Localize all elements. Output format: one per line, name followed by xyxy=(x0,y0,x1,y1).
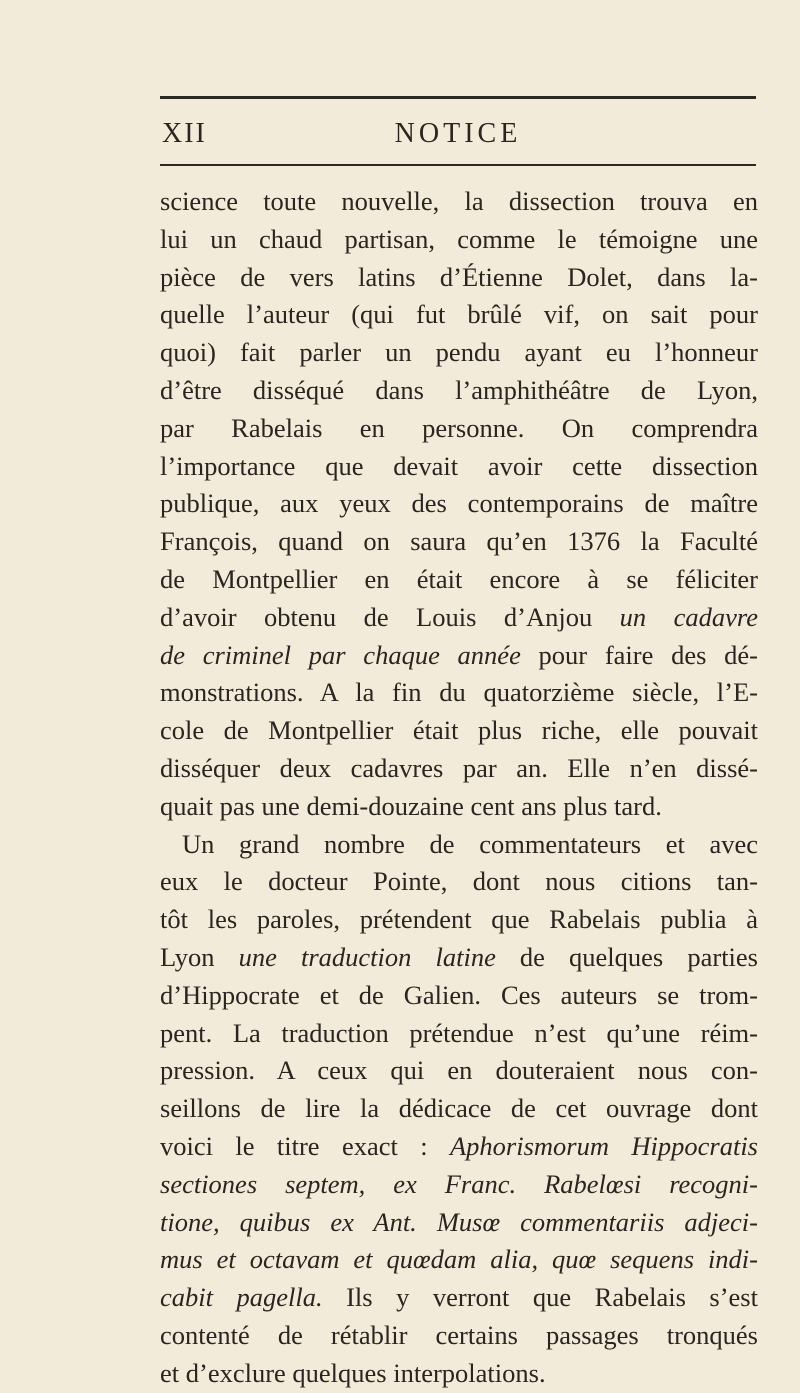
text-span: tôt les paroles, prétendent que Rabelais publia à xyxy=(160,904,758,935)
text-span: pression. A ceux qui en douteraient nous con- xyxy=(160,1055,758,1086)
text-span: cole de Montpellier était plus riche, elle pouvait xyxy=(160,715,758,746)
italic-span: cabit pagella. xyxy=(160,1282,323,1313)
text-line xyxy=(160,372,758,410)
text-line xyxy=(160,1166,758,1204)
text-line xyxy=(160,674,758,712)
text-line xyxy=(160,1015,758,1053)
text-span: par Rabelais en personne. On comprendra xyxy=(160,412,758,443)
text-span: pour faire des dé- xyxy=(520,639,758,670)
text-span: d’être disséqué dans l’amphithéâtre de Lyon, xyxy=(160,374,758,405)
text-line xyxy=(160,977,758,1015)
italic-span: un cadavre xyxy=(619,601,758,632)
text-line xyxy=(160,637,758,675)
body-text xyxy=(160,183,758,1393)
text-line xyxy=(160,259,758,297)
text-line xyxy=(160,296,758,334)
text-span: quoi) fait parler un pendu ayant eu l’honneur xyxy=(160,337,758,368)
text-span: science toute nouvelle, la dissection trouva en xyxy=(160,186,758,216)
text-span: contenté de rétablir certains passages tronqués xyxy=(160,1319,758,1350)
text-line xyxy=(160,1052,758,1090)
text-line xyxy=(160,750,758,788)
text-line xyxy=(160,1128,758,1166)
text-span: eux le docteur Pointe, dont nous citions tan- xyxy=(160,866,758,897)
text-span: Ils y verront que Rabelais s’est xyxy=(322,1282,758,1313)
text-line xyxy=(160,939,758,977)
text-span: disséquer deux cadavres par an. Elle n’en dissé- xyxy=(160,752,758,783)
running-title: NOTICE xyxy=(394,118,522,149)
text-span: seillons de lire la dédicace de cet ouvrage dont xyxy=(160,1093,758,1124)
text-span: quait pas une demi-douzaine cent ans plus tard. xyxy=(160,790,662,821)
page-number: XII xyxy=(162,118,207,149)
text-span: d’Hippocrate et de Galien. Ces auteurs se trom- xyxy=(160,979,758,1010)
text-line xyxy=(160,826,758,864)
text-span: de Montpellier en était encore à se féliciter xyxy=(160,563,758,594)
text-span: l’importance que devait avoir cette dissection xyxy=(160,450,758,481)
italic-span: de criminel par chaque année xyxy=(160,639,521,670)
text-line xyxy=(160,901,758,939)
running-header xyxy=(160,118,756,158)
text-line xyxy=(160,788,758,826)
header-rule-bottom xyxy=(160,164,756,166)
text-line xyxy=(160,1279,758,1317)
text-line xyxy=(160,561,758,599)
text-line xyxy=(160,485,758,523)
text-span: pièce de vers latins d’Étienne Dolet, dans la- xyxy=(160,261,758,292)
header-rule-top xyxy=(160,96,756,99)
italic-span: sectiones septem, ex Franc. Rabelœsi recogni- xyxy=(160,1168,758,1199)
text-span: pent. La traduction prétendue n’est qu’une réim- xyxy=(160,1017,758,1048)
text-line xyxy=(160,523,758,561)
text-line xyxy=(160,183,758,221)
text-span: de quelques parties xyxy=(495,941,758,972)
text-line xyxy=(160,221,758,259)
italic-span: une traduction latine xyxy=(238,941,496,972)
text-line xyxy=(160,599,758,637)
text-span: Lyon xyxy=(160,941,239,972)
italic-span: Aphorismorum Hippocratis xyxy=(449,1130,758,1161)
text-line xyxy=(160,448,758,486)
text-span: d’avoir obtenu de Louis d’Anjou xyxy=(160,601,620,632)
text-line xyxy=(160,1317,758,1355)
text-line xyxy=(160,1204,758,1242)
text-span: et d’exclure quelques interpolations. xyxy=(160,1357,546,1388)
text-span: lui un chaud partisan, comme le témoigne une xyxy=(160,223,758,254)
text-span: Un grand nombre de commentateurs et avec xyxy=(182,828,758,859)
text-line xyxy=(160,863,758,901)
text-span: François, quand on saura qu’en 1376 la Faculté xyxy=(160,526,758,557)
text-line xyxy=(160,1241,758,1279)
text-span: publique, aux yeux des contemporains de maître xyxy=(160,488,758,519)
text-line xyxy=(160,712,758,750)
italic-span: tione, quibus ex Ant. Musœ commentariis adjeci- xyxy=(160,1206,758,1237)
text-line xyxy=(160,410,758,448)
text-line xyxy=(160,1090,758,1128)
text-span: monstrations. A la fin du quatorzième siècle, l’E- xyxy=(160,677,758,708)
italic-span: mus et octavam et quœdam alia, quœ sequens indi- xyxy=(160,1244,758,1275)
text-span: voici le titre exact : xyxy=(160,1130,450,1161)
text-line xyxy=(160,1355,758,1393)
text-line xyxy=(160,334,758,372)
text-span: quelle l’auteur (qui fut brûlé vif, on sait pour xyxy=(160,299,758,330)
